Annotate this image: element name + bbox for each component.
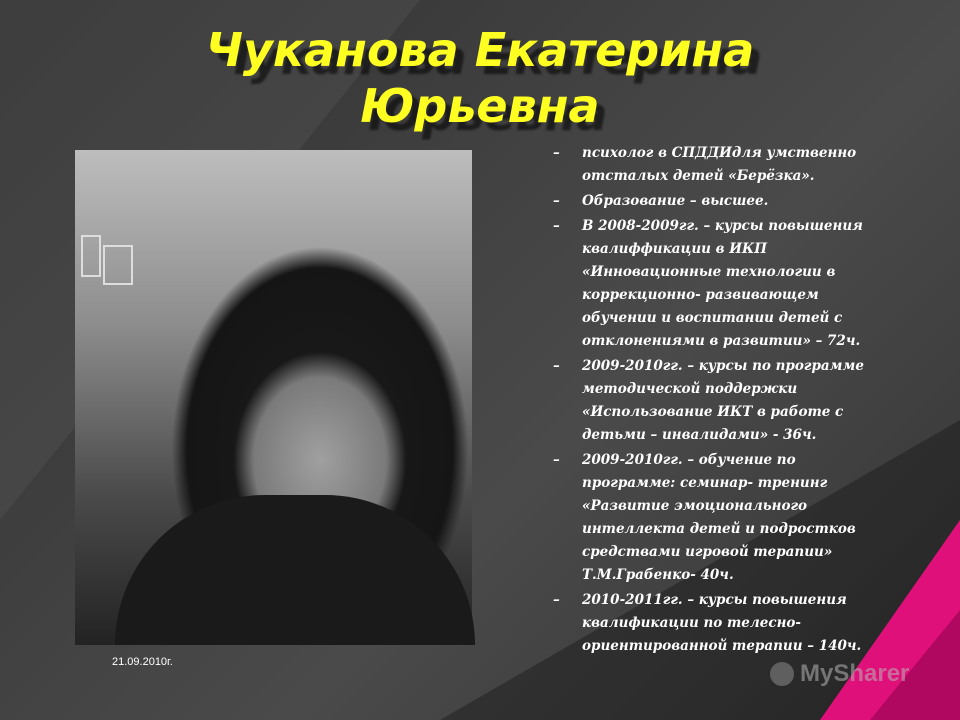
- bullet-marker: –: [553, 452, 560, 468]
- bio-item: [553, 142, 883, 188]
- bio-item: [553, 215, 883, 353]
- photo-wall-frame: [103, 245, 133, 285]
- bio-list: [553, 142, 883, 660]
- photo-wall-frame: [81, 235, 101, 277]
- portrait-photo: [75, 150, 472, 645]
- bio-item-text: психолог в СПДДИдля умственно отсталых детей «Берёзка».: [582, 145, 857, 184]
- bio-item-text: 2009-2010гг. – обучение по программе: семинар- тренинг «Развитие эмоционального интеллекта детей и подростков средствами игровой терапии» Т.М.Грабенко- 40ч.: [582, 452, 856, 583]
- bio-item-text: В 2008-2009гг. – курсы повышения квалиффикации в ИКП «Инновационные технологии в коррекционно- развивающем обучении и воспитании детей с отклонениями в развитии» – 72ч.: [582, 218, 863, 349]
- bullet-marker: –: [553, 218, 560, 234]
- bullet-marker: –: [553, 592, 560, 608]
- bio-item: [553, 190, 883, 213]
- bio-item: [553, 355, 883, 447]
- bullet-marker: –: [553, 145, 560, 161]
- bio-item-text: 2009-2010гг. – курсы по программе методической поддержки «Использование ИКТ в работе с детьми – инвалидами» - 36ч.: [582, 358, 864, 443]
- slide-date: 21.09.2010г.: [112, 656, 173, 668]
- bullet-marker: –: [553, 193, 560, 209]
- slide-title-line2: Юрьевна: [360, 79, 600, 133]
- slide-title: [0, 22, 960, 134]
- bullet-marker: –: [553, 358, 560, 374]
- bio-item-text: Образование – высшее.: [582, 193, 769, 209]
- photo-figure: [115, 495, 475, 645]
- watermark-icon: [770, 662, 794, 686]
- watermark-logo: [770, 660, 909, 688]
- bio-item: [553, 589, 883, 658]
- slide-title-line1: Чуканова Екатерина: [205, 23, 755, 77]
- watermark-text: MySharer: [800, 660, 910, 687]
- bio-item: [553, 449, 883, 587]
- bio-item-text: 2010-2011гг. – курсы повышения квалификации по телесно-ориентированной терапии – 140ч.: [582, 592, 862, 654]
